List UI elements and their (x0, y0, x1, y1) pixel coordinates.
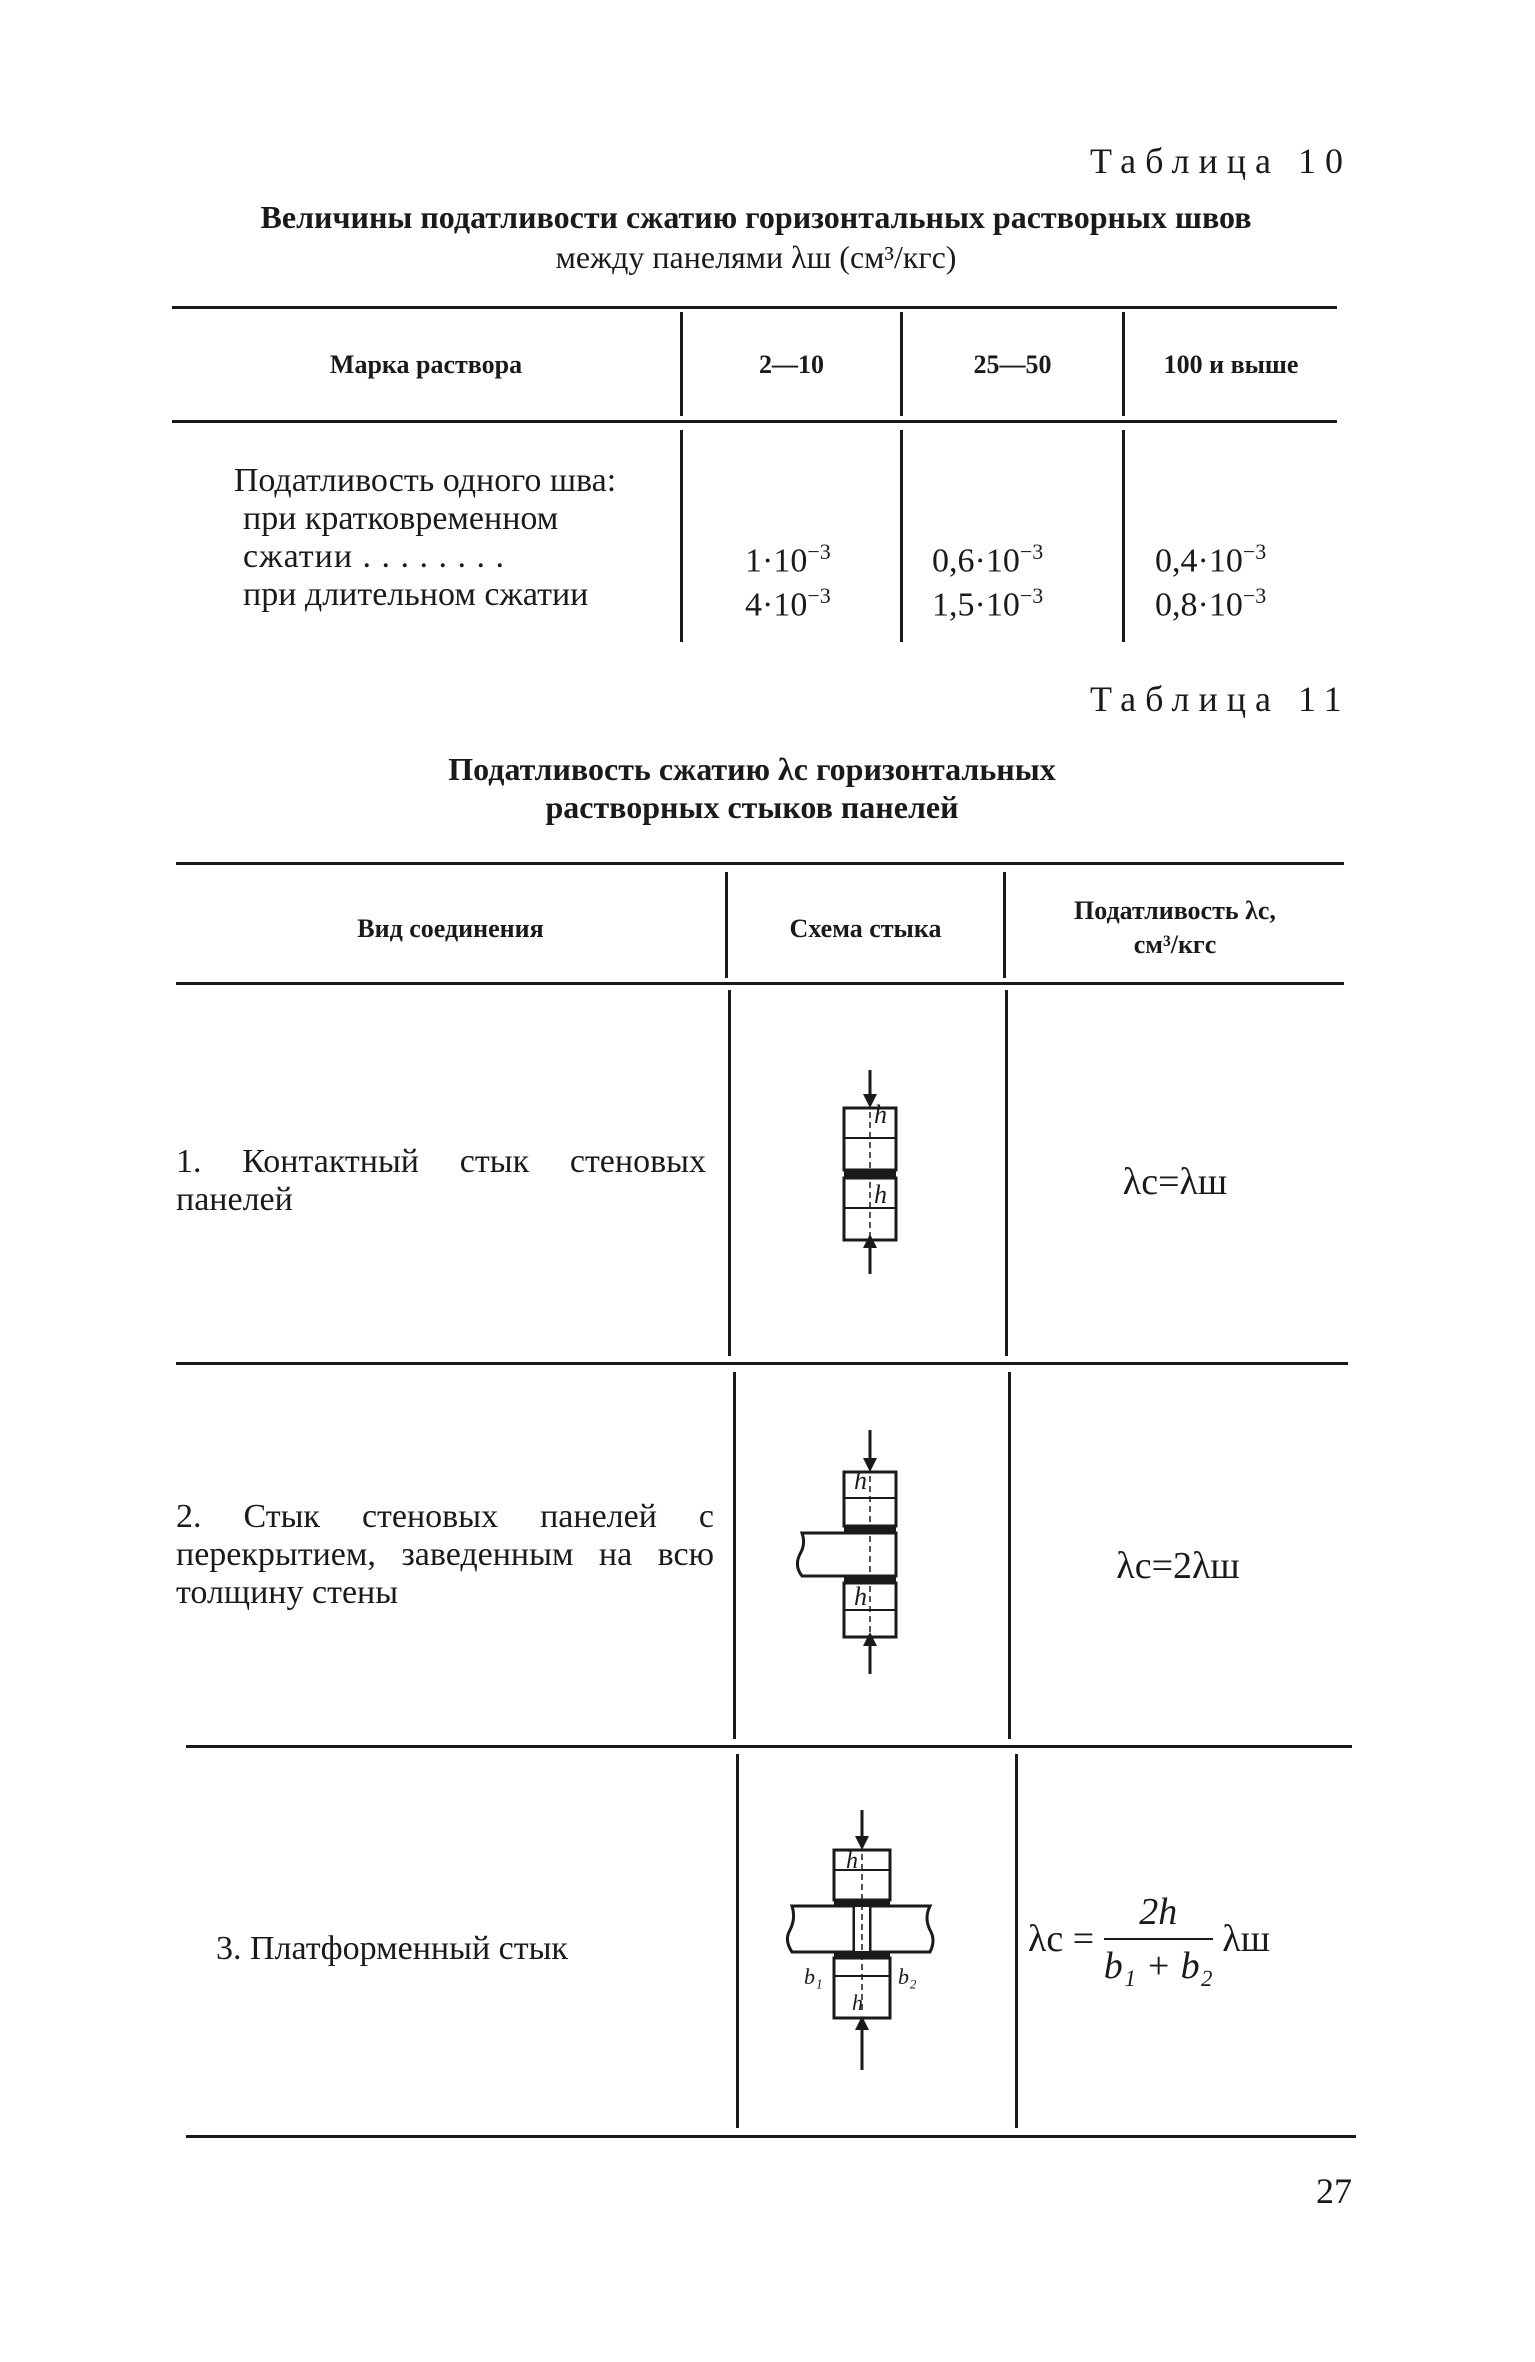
table11-header-compliance-1: Податливость λс, (1074, 896, 1276, 925)
table10-short-col2 (932, 532, 1043, 581)
table11-row3-schema (780, 1808, 940, 2093)
formula-lhs: λс = (1028, 1918, 1095, 1960)
long-exp-1: −3 (807, 583, 831, 608)
row-label-line-1: Податливость одного шва: (233, 462, 617, 499)
table11-header-type: Вид соединения (357, 914, 544, 943)
table10-long-col1 (745, 576, 831, 625)
table11-row1-label: 1. Контактный стык стеновых панелей (176, 1143, 706, 1218)
short-base-2: 0,6·10 (932, 542, 1020, 580)
table10-header-grade: Марка раствора (329, 350, 523, 379)
table10-caption: Таблица 10 (1090, 141, 1352, 181)
long-exp-3: −3 (1242, 583, 1267, 608)
table11-title-line1: Податливость сжатию λс горизонтальных (448, 751, 1056, 787)
long-base-2: 1,5·10 (932, 586, 1020, 624)
table10-col-divider-1b (680, 430, 683, 642)
t11-div-a4 (736, 1754, 739, 2128)
long-base-3: 0,8·10 (1155, 586, 1243, 624)
table10-header-col3: 100 и выше (1163, 350, 1299, 379)
table11-row3-label: 3. Платформенный стык (216, 1930, 568, 1967)
row-label-line-4: при длительном сжатии (243, 576, 589, 613)
table10-title-line2: между панелями λш (см³/кгс) (555, 239, 957, 275)
table10-col-divider-2b (900, 430, 903, 642)
short-base-3: 0,4·10 (1155, 542, 1243, 580)
table10-title-line1: Величины податливости сжатию горизонтальных растворных швов (260, 199, 1252, 235)
table11-bottom-rule (186, 2135, 1356, 2138)
short-base-1: 1·10 (745, 542, 808, 580)
table10-short-col1 (745, 532, 831, 581)
table11-row1-schema-h-bottom: h (874, 1180, 887, 1209)
table11-row1-rule (176, 1362, 1348, 1365)
long-base-1: 4·10 (745, 586, 808, 624)
t11-div-a2 (728, 990, 731, 1356)
table11-header-compliance-2: см³/кгс (1133, 930, 1217, 959)
row-label-line-3: сжатии . . . . . . . . (243, 538, 506, 575)
table11-row3-schema-b2: b₂ (898, 1964, 917, 1989)
formula-denominator: b₁ + b₂ (1103, 1945, 1213, 1987)
table10-header-col1: 2—10 (759, 350, 824, 379)
page-number: 27 (1316, 2171, 1352, 2211)
table10-long-col3 (1155, 576, 1266, 625)
t11-div-a3 (733, 1372, 736, 1739)
table11-row1-schema (830, 1068, 910, 1283)
table10-row-label (195, 462, 655, 614)
table11-row3-schema-b1: b₁ (804, 1964, 823, 1989)
table11-row2-formula: λс=2λш (1116, 1545, 1240, 1587)
table11-row1-formula: λс=λш (1122, 1161, 1228, 1203)
table11-row2-rule (186, 1745, 1352, 1748)
table11-header-rule (176, 982, 1344, 985)
formula-fraction (1104, 1890, 1213, 1988)
table11-header-scheme: Схема стыка (789, 914, 942, 943)
table11-row1-schema-h-top: h (874, 1100, 887, 1129)
formula-rhs: λш (1222, 1918, 1270, 1960)
table10-top-rule (172, 306, 1337, 309)
table11-row3-schema-h-bottom: h (852, 1990, 863, 2015)
table11-row3-schema-h-top: h (846, 1848, 858, 1874)
long-exp-2: −3 (1019, 583, 1044, 608)
table11-row2-schema-h-top: h (854, 1466, 867, 1495)
short-exp-2: −3 (1019, 539, 1044, 564)
t11-div-b4 (1015, 1754, 1018, 2128)
table11-caption: Таблица 11 (1090, 679, 1351, 719)
table10-col-divider-3b (1122, 430, 1125, 642)
table11-row2-schema-h-bottom: h (854, 1582, 867, 1611)
row-label-line-2: при кратковременном (243, 500, 559, 537)
short-exp-1: −3 (807, 539, 831, 564)
formula-numerator: 2h (1104, 1890, 1213, 1940)
table11-row3-formula (1028, 1890, 1368, 1988)
table10-long-col2 (932, 576, 1043, 625)
table11-top-rule (176, 862, 1344, 865)
table10-header-rule (172, 420, 1337, 423)
table11-title-line2: растворных стыков панелей (545, 789, 959, 825)
table11-row2-label: 2. Стык стеновых панелей с перекрытием, заведенным на всю толщину стены (176, 1498, 714, 1611)
table10-header-col2: 25—50 (973, 350, 1052, 379)
short-exp-3: −3 (1242, 539, 1267, 564)
table10-short-col3 (1155, 532, 1266, 581)
